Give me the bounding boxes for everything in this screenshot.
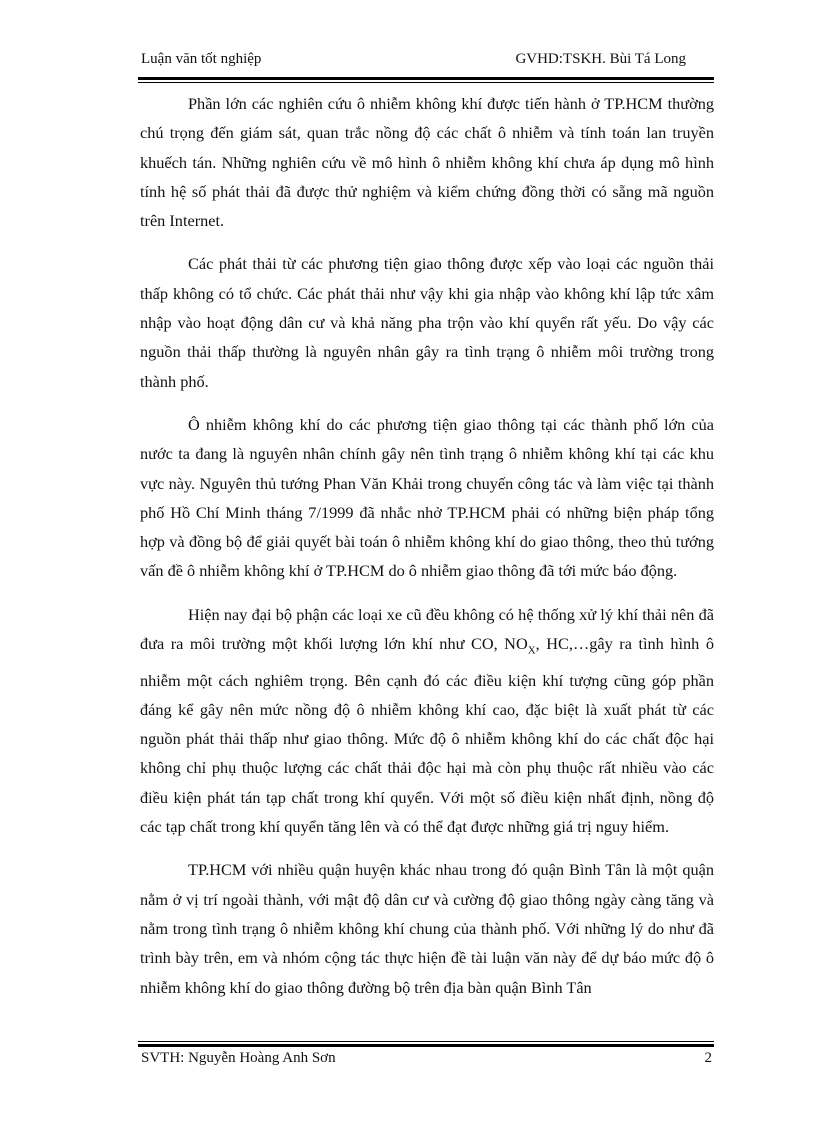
paragraph-1: Phần lớn các nghiên cứu ô nhiễm không khí được tiến hành ở TP.HCM thường chú trọng đến giám sát, quan trắc nồng độ các chất ô nhiễm và tính toán lan truyền khuếch tán. Những nghiên cứu về mô hình ô nhiễm không khí chưa áp dụng mô hình tính hệ số phát thải đã được thử nghiệm và kiểm chứng đồng thời có sẵng mã nguồn trên Internet.: [140, 94, 714, 231]
footer-rule-thin: [138, 1041, 714, 1042]
paragraph-3: Ô nhiễm không khí do các phương tiện giao thông tại các thành phố lớn của nước ta đang là nguyên nhân chính gây nên tình trạng ô nhiễm không khí tại các khu vực này. Nguyên thủ tướng Phan Văn Khải trong chuyến công tác và làm việc tại thành phố Hồ Chí Minh tháng 7/1999 đã nhắc nhở TP.HCM phải có những biện pháp tổng hợp và đồng bộ để giải quyết bài toán ô nhiễm không khí do giao thông, theo thủ tướng vấn đề ô nhiễm không khí ở TP.HCM do ô nhiễm giao thông đã tới mức báo động.: [140, 414, 714, 581]
paragraph-4-part-1: Hiện nay đại bộ phận các loại xe cũ đều không có hệ thống xử lý khí thải nên đã đưa ra môi trường một khối lượng lớn khí như CO, NO: [140, 604, 714, 654]
header-rule-thick: [138, 77, 714, 80]
header-thesis-label: Luận văn tốt nghiệp: [141, 51, 262, 67]
header-advisor: GVHD:TSKH. Bùi Tá Long: [515, 51, 686, 67]
page-footer: [136, 1050, 714, 1072]
footer-rule-thick: [138, 1044, 714, 1047]
header-rule-thin: [138, 82, 714, 83]
nox-subscript: X: [527, 644, 536, 657]
body-text: [140, 89, 714, 1016]
page-number: 2: [704, 1050, 712, 1066]
footer-author: SVTH: Nguyễn Hoàng Anh Sơn: [141, 1050, 336, 1066]
paragraph-2: Các phát thải từ các phương tiện giao thông được xếp vào loại các nguồn thải thấp không có tổ chức. Các phát thải như vậy khi gia nhập vào không khí lập tức xâm nhập vào hoạt động dân cư và khả năng pha trộn vào khí quyển rất yếu. Do vậy các nguồn thải thấp thường là nguyên nhân gây ra tình trạng ô nhiễm môi trường trong thành phố.: [140, 254, 714, 391]
paragraph-4: [140, 600, 714, 842]
page-header: [136, 49, 714, 71]
paragraph-5: TP.HCM với nhiều quận huyện khác nhau trong đó quận Bình Tân là một quận nằm ở vị trí ngoài thành, với mật độ dân cư và cường độ giao thông ngày càng tăng và nằm trong tình trạng ô nhiễm không khí chung của thành phố. Với những lý do như đã trình bày trên, em và nhóm cộng tác thực hiện đề tài luận văn này để dự báo mức độ ô nhiễm không khí do giao thông đường bộ trên địa bàn quận Bình Tân: [140, 860, 714, 997]
paragraph-4-part-2: , HC,…gây ra tình hình ô nhiễm một cách nghiêm trọng. Bên cạnh đó các điều kiện khí tượng cũng góp phần đáng kể gây nên mức nồng độ ô nhiễm không khí cao, đặc biệt là xuất phát từ các nguồn phát thải thấp như giao thông. Mức độ ô nhiễm không khí do các chất độc hại không chỉ phụ thuộc lượng các chất thải độc hại mà còn phụ thuộc rất nhiều vào các điều kiện phát tán tạp chất trong khí quyển. Với một số điều kiện nhất định, nồng độ các tạp chất trong khí quyển tăng lên và có thể đạt được những giá trị nguy hiểm.: [140, 634, 714, 837]
